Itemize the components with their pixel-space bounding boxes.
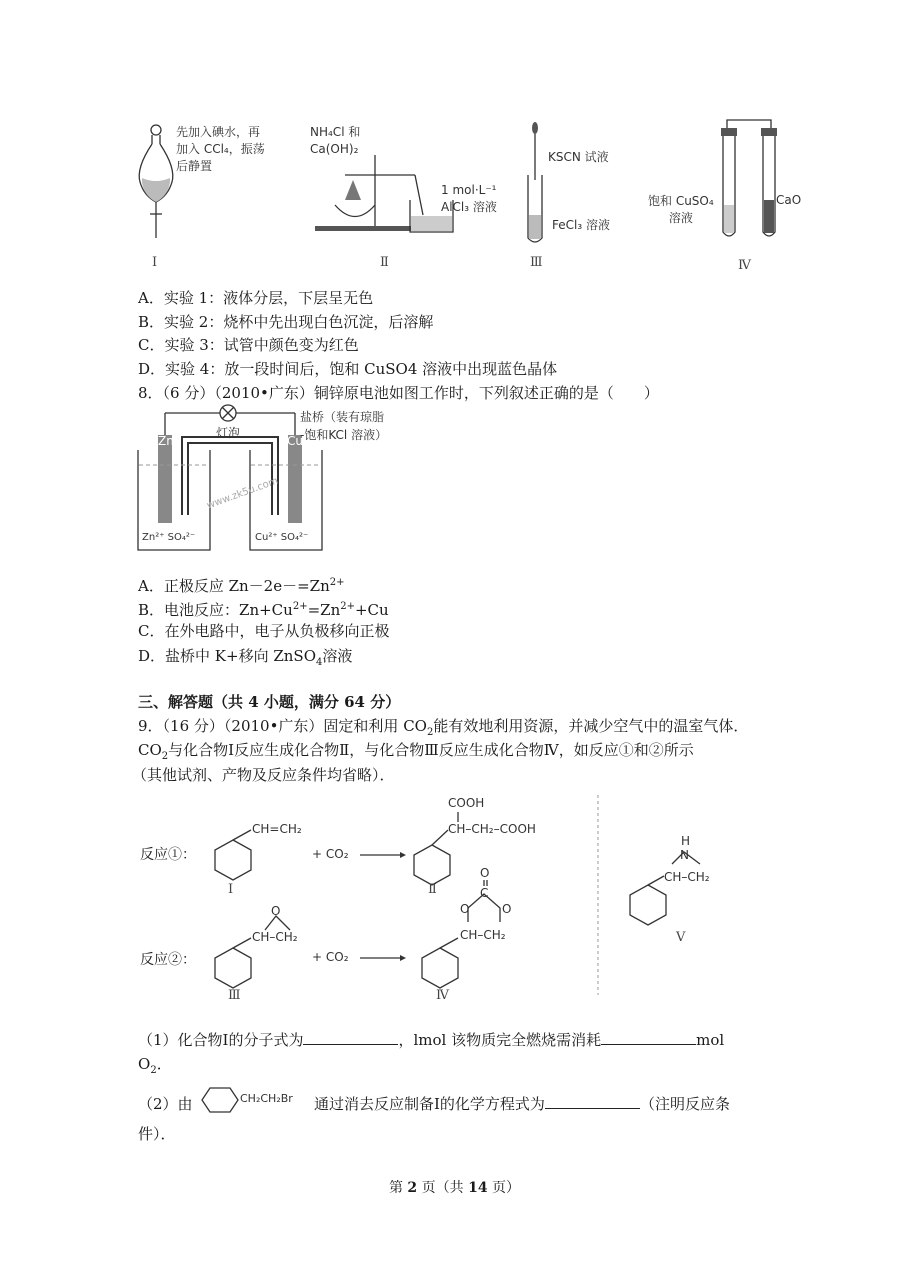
fig1-label: Ⅰ [152,255,158,270]
page-footer: 第 2 页（共 14 页） [388,1180,521,1196]
section-title: 三、解答题（共 4 小题，满分 64 分） [138,693,401,711]
q7-option-a: A．实验 1：液体分层，下层呈无色 [138,289,374,307]
reaction1-label: 反应①： [140,847,196,863]
compound-label-5: Ⅴ [676,930,686,945]
compound4-o-right: O [502,902,512,916]
q9-line2: $CO_2$与化合物Ⅰ反应生成化合物Ⅱ，与化合物Ⅲ反应生成化合物Ⅳ，如反应①和②所示 [138,741,694,762]
reaction2-label: 反应②： [140,952,196,968]
fig3-label: Ⅲ [530,255,543,270]
fig2-label: Ⅱ [380,255,389,270]
q7-option-d: D．实验 4：放一段时间后，饱和 CuSO4 溶液中出现蓝色晶体 [138,360,558,378]
q8-stem: 8．（6 分）（2010•广东）铜锌原电池如图工作时，下列叙述正确的是（ ） [138,384,659,402]
fig2-solution: 1 mol·L⁻¹ AlCl₃ 溶液 [441,183,497,214]
compound-label-3: Ⅲ [228,988,241,1003]
fig4-label: Ⅳ [738,258,751,273]
fig4-left: 饱和 CuSO₄ 溶液 [648,194,714,225]
plus-co2-1: + CO₂ [312,847,349,861]
q8-option-b: B．电池反应：$Zn+Cu^{2+}=Zn^{2+}+Cu$ [138,601,389,619]
q9-line1: 9．（16 分）（2010•广东）固定和利用 $CO_2$能有效地利用资源，并减少空气中的温室气体． [138,717,749,738]
compound5-n: N [680,848,689,862]
compound4-o-top: O [480,866,490,880]
left-ions-label: Zn²⁺ SO₄²⁻ [142,532,196,543]
plus-co2-2: + CO₂ [312,950,349,964]
answer-blank-equation[interactable] [545,1094,640,1109]
right-ions-label: Cu²⁺ SO₄²⁻ [255,532,309,543]
compound5-h: H [681,834,691,848]
cu-electrode-label: Cu [287,434,303,448]
q9-part2-prefix: （2）由 [138,1095,193,1113]
compound4-carbonyl: C [480,886,489,900]
q7-option-b: B．实验 2：烧杯中先出现白色沉淀，后溶解 [138,313,434,331]
fig2-reagent: NH₄Cl 和 Ca(OH)₂ [310,125,361,156]
compound4-o-left: O [460,902,470,916]
fig1-note: 先加入碘水，再 加入 CCl₄，振荡 后静置 [176,125,265,173]
compound-label-1: Ⅰ [228,882,234,897]
bromo-substituent: CH₂CH₂Br [240,1092,293,1105]
answer-blank-oxygen[interactable] [601,1030,696,1045]
compound2-cooh: COOH [448,796,485,810]
q8-option-c: C．在外电路中，电子从负极移向正极 [138,622,390,640]
compound2-chain: CH–CH₂–COOH [448,822,536,836]
answer-blank-formula[interactable] [303,1030,398,1045]
zn-electrode-label: Zn [158,434,174,448]
q9-part2-text: 通过消去反应制备Ⅰ的化学方程式为 （注明反应条 [314,1095,730,1113]
compound1-substituent: CH=CH₂ [252,822,302,836]
watermark: www.zk5u.com [205,475,280,512]
fig4-right: CaO [776,193,802,207]
q9-line3: （其他试剂、产物及反应条件均省略）． [132,766,395,784]
salt-bridge-label: 盐桥（装有琼脂 -饱和KCl 溶液） [300,410,388,442]
fig3-reagent: KSCN 试液 [548,150,609,164]
compound4-chain: CH–CH₂ [460,928,506,942]
compound3-oxygen: O [271,904,281,918]
q9-part1-cont: $O_2$． [138,1055,172,1076]
compound5-chain: CH–CH₂ [664,870,710,884]
compound-label-2: Ⅱ [428,882,437,897]
bulb-label: 灯泡 [216,426,241,440]
fig3-solution: FeCl₃ 溶液 [552,218,610,232]
q7-option-c: C．实验 3：试管中颜色变为红色 [138,336,359,354]
q9-part2-line2: 件）． [138,1125,176,1143]
compound3-chain: CH–CH₂ [252,930,298,944]
q8-option-a: A．正极反应 $Zn-2e-=Zn^{2+}$ [138,577,345,595]
q8-option-d: D．盐桥中 K+移向 ZnSO$_4$溶液 [138,647,353,668]
compound-label-4: Ⅳ [436,988,449,1003]
q9-part1: （1）化合物Ⅰ的分子式为 ，lmol 该物质完全燃烧需消耗 mol [138,1031,725,1049]
